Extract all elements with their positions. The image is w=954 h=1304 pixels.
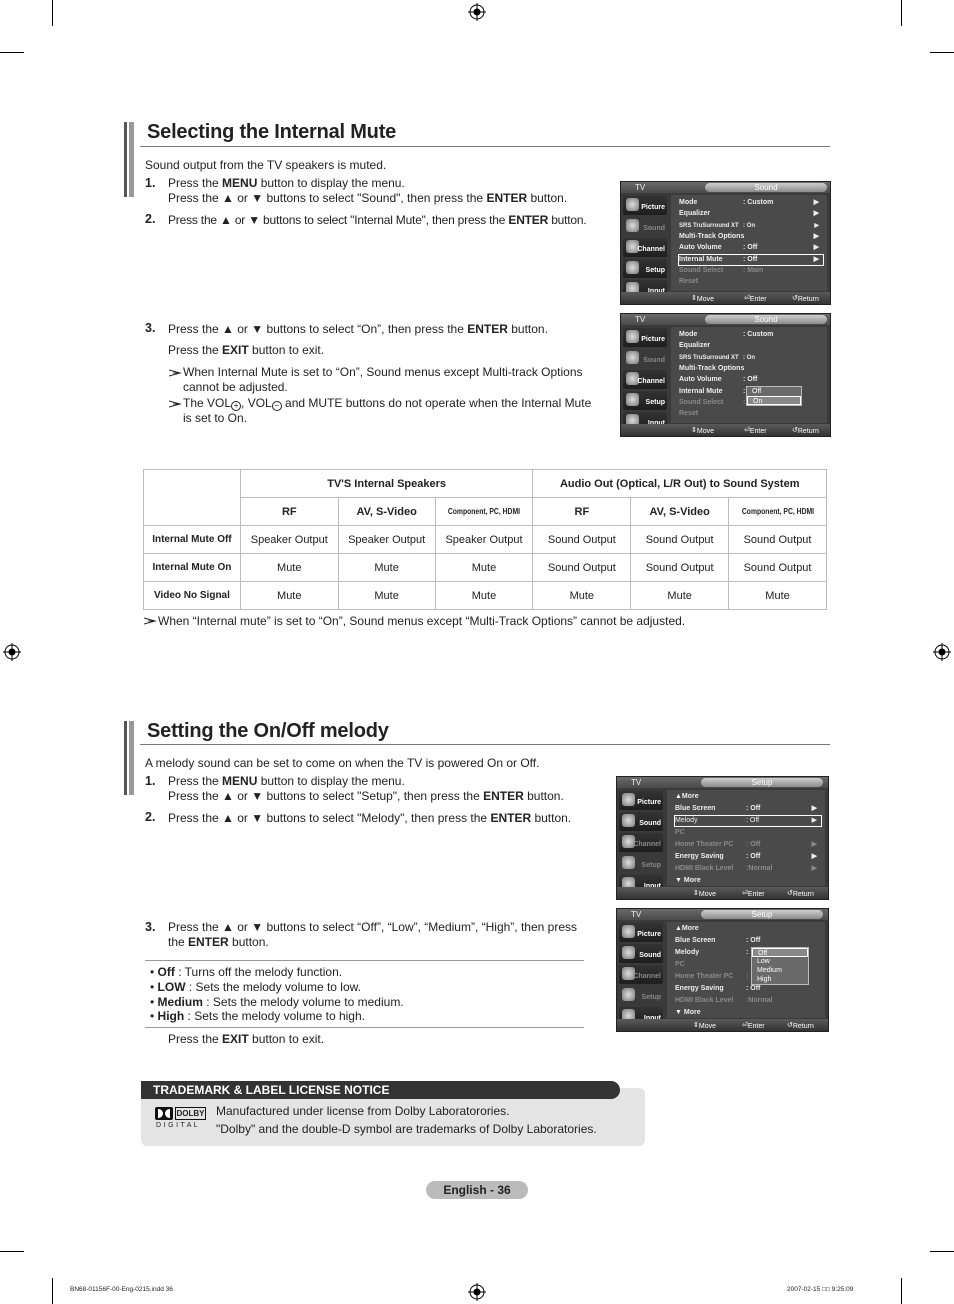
menu-row-mode[interactable]: Mode : Custom [679, 331, 774, 338]
sidebar-item-setup[interactable]: Setup [623, 259, 667, 278]
step-text: Press the ▲ or ▼ buttons to select “On”, then press the ENTER button. [168, 322, 548, 336]
menu-row-internal-mute[interactable]: Internal Mute : Off ▶ [679, 255, 823, 265]
crop-mark [901, 0, 902, 26]
table-cell: Mute [435, 554, 533, 582]
menu-sidebar [621, 326, 668, 424]
trademark-heading: TRADEMARK & LABEL LICENSE NOTICE [141, 1081, 620, 1099]
menu-footer [617, 1019, 828, 1031]
step-text: Press the ▲ or ▼ buttons to select “Off”, “Low”, “Medium”, “High”, then press [168, 920, 578, 934]
crop-mark [901, 1278, 902, 1304]
menu-row-reset[interactable]: Reset [679, 278, 699, 285]
step-text: Press the MENU button to display the menu. [168, 774, 405, 788]
tv-menu-setup-melody [616, 908, 829, 1032]
enter-hint: ⏎ Enter [744, 295, 767, 303]
move-hint: ⇕ Move [691, 427, 714, 435]
table-cell: Mute [338, 582, 435, 610]
menu-row-more-up[interactable]: ▲More [675, 925, 699, 932]
sidebar-item-sound[interactable]: Sound [619, 812, 663, 831]
crop-mark [0, 1251, 24, 1252]
table-col-header: Component, PC, HDMI [736, 498, 819, 526]
step-number: 1. [145, 176, 156, 190]
intro-text: A melody sound can be set to come on when the TV is powered On or Off. [145, 756, 540, 770]
step-text: Press the ▲ or ▼ buttons to select "Melody", then press the ENTER button. [168, 811, 572, 825]
menu-row-pc[interactable]: PC [675, 829, 685, 836]
step-text: Press the ▲ or ▼ buttons to select "Sound", then press the ENTER button. [168, 191, 568, 205]
page-number: English - 36 [426, 1181, 528, 1199]
menu-tab: Setup [701, 778, 823, 787]
option-on[interactable]: On [747, 396, 801, 405]
menu-tv-label: TV [635, 315, 646, 324]
menu-row-energy-saving[interactable]: Energy Saving : Off ▶ [675, 853, 817, 860]
note-arrow-icon [169, 400, 182, 408]
dolby-logo [155, 1107, 207, 1131]
crop-mark [930, 1251, 954, 1252]
table-cell: Mute [729, 582, 827, 610]
sidebar-item-setup[interactable]: Setup [619, 986, 663, 1005]
sound-icon [622, 946, 635, 959]
sidebar-item-picture[interactable]: Picture [619, 923, 663, 942]
page-title: Selecting the Internal Mute [147, 121, 397, 143]
bullet-item: • LOW : Sets the melody volume to low. [150, 980, 361, 994]
double-d-icon [155, 1107, 173, 1120]
menu-main [671, 327, 827, 423]
table-cell: Mute [338, 554, 435, 582]
tv-menu-setup [616, 776, 829, 900]
table-cell: Mute [435, 582, 533, 610]
option-popup [746, 386, 802, 406]
table-note: When “Internal mute” is set to “On”, Sound menus except “Multi-Track Options” cannot be adjusted. [158, 614, 686, 628]
table-cell: Mute [240, 582, 338, 610]
return-hint: ↺ Return [792, 295, 819, 303]
registration-mark-icon [3, 643, 21, 661]
sidebar-item-picture[interactable]: Picture [619, 791, 663, 810]
crop-mark [52, 0, 53, 26]
slug-left: BN68-01156F-00-Eng-0215.indd 36 [70, 1286, 173, 1293]
menu-row-hdmi-black[interactable]: HDMI Black Level :Normal ▶ [675, 865, 817, 872]
menu-sidebar [621, 194, 668, 292]
vol-plus-icon: + [231, 401, 241, 411]
enter-hint: ⏎ Enter [744, 427, 767, 435]
note-text: The VOL + , VOL − and MUTE buttons do not operate when the Internal Mute [183, 396, 592, 410]
page-title: Setting the On/Off melody [147, 720, 389, 742]
picture-icon [626, 330, 639, 343]
menu-main [667, 790, 825, 886]
tv-menu-sound-mute [620, 313, 831, 437]
sidebar-item-picture[interactable]: Picture [623, 196, 667, 215]
trademark-line: Manufactured under license from Dolby Laboratorories. [216, 1104, 510, 1118]
menu-main [671, 195, 827, 291]
sound-icon [626, 219, 639, 232]
exit-text: Press the EXIT button to exit. [168, 1032, 325, 1046]
menu-sidebar [617, 789, 664, 887]
step-number: 1. [145, 774, 156, 788]
melody-options-box [145, 960, 584, 1028]
option-off[interactable]: Off [752, 948, 808, 957]
bullet-item: • High : Sets the melody volume to high. [150, 1009, 365, 1023]
return-hint: ↺ Return [787, 890, 814, 898]
step-text: the ENTER button. [168, 935, 269, 949]
table-row [144, 526, 827, 554]
step-number: 3. [145, 920, 156, 934]
section-bar [124, 122, 134, 197]
sidebar-item-channel[interactable]: Channel [623, 370, 667, 389]
gear-icon [622, 856, 635, 869]
registration-mark-icon [468, 1283, 486, 1301]
sidebar-item-sound[interactable]: Sound [623, 217, 667, 236]
sidebar-item-channel[interactable]: Channel [623, 238, 667, 257]
menu-row-srs[interactable]: SRS TruSurround XT : On ▶ [679, 223, 819, 229]
bullet-item: • Medium : Sets the melody volume to medium. [150, 995, 404, 1009]
menu-header [621, 314, 830, 325]
note-arrow-icon [144, 617, 157, 625]
step-text: Press the MENU button to display the menu. [168, 176, 405, 190]
crop-mark [0, 52, 24, 53]
table-row-label: Internal Mute On [144, 554, 241, 582]
exit-text: Press the EXIT button to exit. [168, 343, 325, 357]
sidebar-item-channel[interactable]: Channel [619, 965, 663, 984]
return-hint: ↺ Return [787, 1022, 814, 1030]
move-hint: ⇕ Move [691, 295, 714, 303]
table-row-label: Internal Mute Off [144, 526, 241, 554]
move-hint: ⇕ Move [693, 1022, 716, 1030]
move-hint: ⇕ Move [693, 890, 716, 898]
note-text: is set to On. [183, 411, 248, 425]
menu-row-mode[interactable]: Mode : Custom ▶ [679, 199, 819, 206]
menu-tab: Sound [705, 315, 827, 324]
section-bar [124, 721, 134, 795]
note-text: When Internal Mute is set to “On”, Sound menus except Multi-track Options [183, 365, 583, 379]
internal-mute-table [143, 469, 827, 610]
vol-minus-icon: − [272, 401, 282, 411]
menu-tv-label: TV [631, 910, 642, 919]
section-rule [140, 744, 830, 745]
sound-icon [622, 814, 635, 827]
menu-row-melody[interactable]: Melody : [675, 949, 749, 956]
menu-tab: Setup [701, 910, 823, 919]
menu-row-more-up[interactable]: ▲More [675, 793, 699, 800]
menu-row-internal-mute[interactable]: Internal Mute : [679, 388, 746, 395]
menu-footer [621, 424, 830, 436]
trademark-line: "Dolby" and the double-D symbol are trademarks of Dolby Laboratories. [216, 1122, 597, 1136]
option-high[interactable]: High [757, 976, 772, 983]
menu-row-home-theater[interactable]: Home Theater PC : Off ▶ [675, 841, 817, 848]
menu-row-sound-select[interactable]: Sound Select : Main [679, 267, 764, 274]
option-off[interactable]: Off [752, 388, 762, 395]
menu-tab: Sound [705, 183, 827, 192]
menu-row-more-down[interactable]: ▼ More [675, 877, 701, 884]
menu-row-multitrack[interactable]: Multi-Track Options [679, 365, 745, 372]
menu-row-multitrack[interactable]: Multi-Track Options ▶ [679, 233, 819, 240]
table-row [144, 554, 827, 582]
return-hint: ↺ Return [792, 427, 819, 435]
table-cell: Sound Output [631, 554, 729, 582]
menu-header [621, 182, 830, 193]
menu-row-equalizer[interactable]: Equalizer [679, 342, 711, 349]
table-group-header: Audio Out (Optical, L/R Out) to Sound System [533, 470, 827, 498]
table-col-header: AV, S-Video [338, 498, 435, 526]
table-cell: Sound Output [631, 526, 729, 554]
menu-row-equalizer[interactable]: Equalizer ▶ [679, 210, 819, 217]
tv-menu-sound [620, 181, 831, 305]
menu-row-energy-saving[interactable]: Energy Saving : Off [675, 985, 761, 992]
table-cell: Sound Output [729, 554, 827, 582]
step-number: 2. [145, 810, 156, 824]
enter-hint: ⏎ Enter [742, 890, 765, 898]
sidebar-item-sound[interactable]: Sound [623, 349, 667, 368]
table-cell: Sound Output [533, 526, 631, 554]
picture-icon [626, 198, 639, 211]
note-text: cannot be adjusted. [183, 380, 288, 394]
menu-main [667, 922, 825, 1018]
picture-icon [622, 925, 635, 938]
menu-footer [617, 887, 828, 899]
gear-icon [622, 988, 635, 1001]
table-cell: Sound Output [729, 526, 827, 554]
dolby-logo-text: DOLBY [176, 1109, 205, 1118]
table-col-header: Component, PC, HDMI [442, 498, 525, 526]
menu-row-srs[interactable]: SRS TruSurround XT : On [679, 355, 755, 361]
table-row [144, 582, 827, 610]
menu-sidebar [617, 921, 664, 1019]
step-text: Press the ▲ or ▼ buttons to select "Setup", then press the ENTER button. [168, 789, 564, 803]
table-cell: Speaker Output [240, 526, 338, 554]
menu-row-reset[interactable]: Reset [679, 410, 699, 417]
menu-row-sound-select[interactable]: Sound Select : [679, 399, 746, 406]
table-group-header: TV'S Internal Speakers [240, 470, 533, 498]
table-cell: Mute [533, 582, 631, 610]
enter-hint: ⏎ Enter [742, 1022, 765, 1030]
bullet-item: • Off : Turns off the melody function. [150, 965, 343, 979]
gear-icon [626, 261, 639, 274]
option-popup [751, 947, 809, 985]
table-row-label: Video No Signal [144, 582, 241, 610]
gear-icon [626, 393, 639, 406]
picture-icon [622, 793, 635, 806]
menu-header [617, 909, 828, 920]
table-col-header: AV, S-Video [631, 498, 729, 526]
table-cell: Mute [240, 554, 338, 582]
intro-text: Sound output from the TV speakers is muted. [145, 158, 387, 172]
table-corner [144, 470, 241, 526]
sidebar-item-setup[interactable]: Setup [619, 854, 663, 873]
note-arrow-icon [169, 369, 182, 377]
menu-row-blue-screen[interactable]: Blue Screen : Off ▶ [675, 805, 817, 812]
table-cell: Speaker Output [435, 526, 533, 554]
menu-tv-label: TV [635, 183, 646, 192]
dolby-logo-sub: D I G I T A L [156, 1122, 198, 1129]
menu-row-more-down[interactable]: ▼ More [675, 1009, 701, 1016]
registration-mark-icon [468, 3, 486, 21]
sidebar-item-picture[interactable]: Picture [623, 328, 667, 347]
table-cell: Speaker Output [338, 526, 435, 554]
menu-row-home-theater[interactable]: Home Theater PC : [675, 973, 749, 980]
step-number: 2. [145, 212, 156, 226]
table-cell: Sound Output [533, 554, 631, 582]
menu-row-pc[interactable]: PC [675, 961, 685, 968]
menu-header [617, 777, 828, 788]
option-medium[interactable]: Medium [757, 967, 782, 974]
table-col-header: RF [533, 498, 631, 526]
registration-mark-icon [933, 643, 951, 661]
slug-right: 2007-02-15 □□ 9:25:09 [787, 1286, 854, 1293]
menu-row-auto-volume[interactable]: Auto Volume : Off [679, 376, 758, 383]
step-number: 3. [145, 321, 156, 335]
step-text: Press the ▲ or ▼ buttons to select "Internal Mute", then press the ENTER button. [168, 213, 587, 227]
table-cell: Mute [631, 582, 729, 610]
menu-row-melody[interactable]: Melody : Off ▶ [675, 816, 821, 826]
menu-row-auto-volume[interactable]: Auto Volume : Off ▶ [679, 244, 819, 251]
sidebar-item-setup[interactable]: Setup [623, 391, 667, 410]
crop-mark [930, 52, 954, 53]
table-col-header: RF [240, 498, 338, 526]
option-low[interactable]: Low [757, 958, 770, 965]
sidebar-item-sound[interactable]: Sound [619, 944, 663, 963]
menu-row-hdmi-black[interactable]: HDMI Black Level :Normal [675, 997, 773, 1004]
menu-row-blue-screen[interactable]: Blue Screen : Off [675, 937, 761, 944]
sidebar-item-channel[interactable]: Channel [619, 833, 663, 852]
section-rule [140, 146, 830, 147]
menu-tv-label: TV [631, 778, 642, 787]
crop-mark [52, 1278, 53, 1304]
sound-icon [626, 351, 639, 364]
menu-footer [621, 292, 830, 304]
